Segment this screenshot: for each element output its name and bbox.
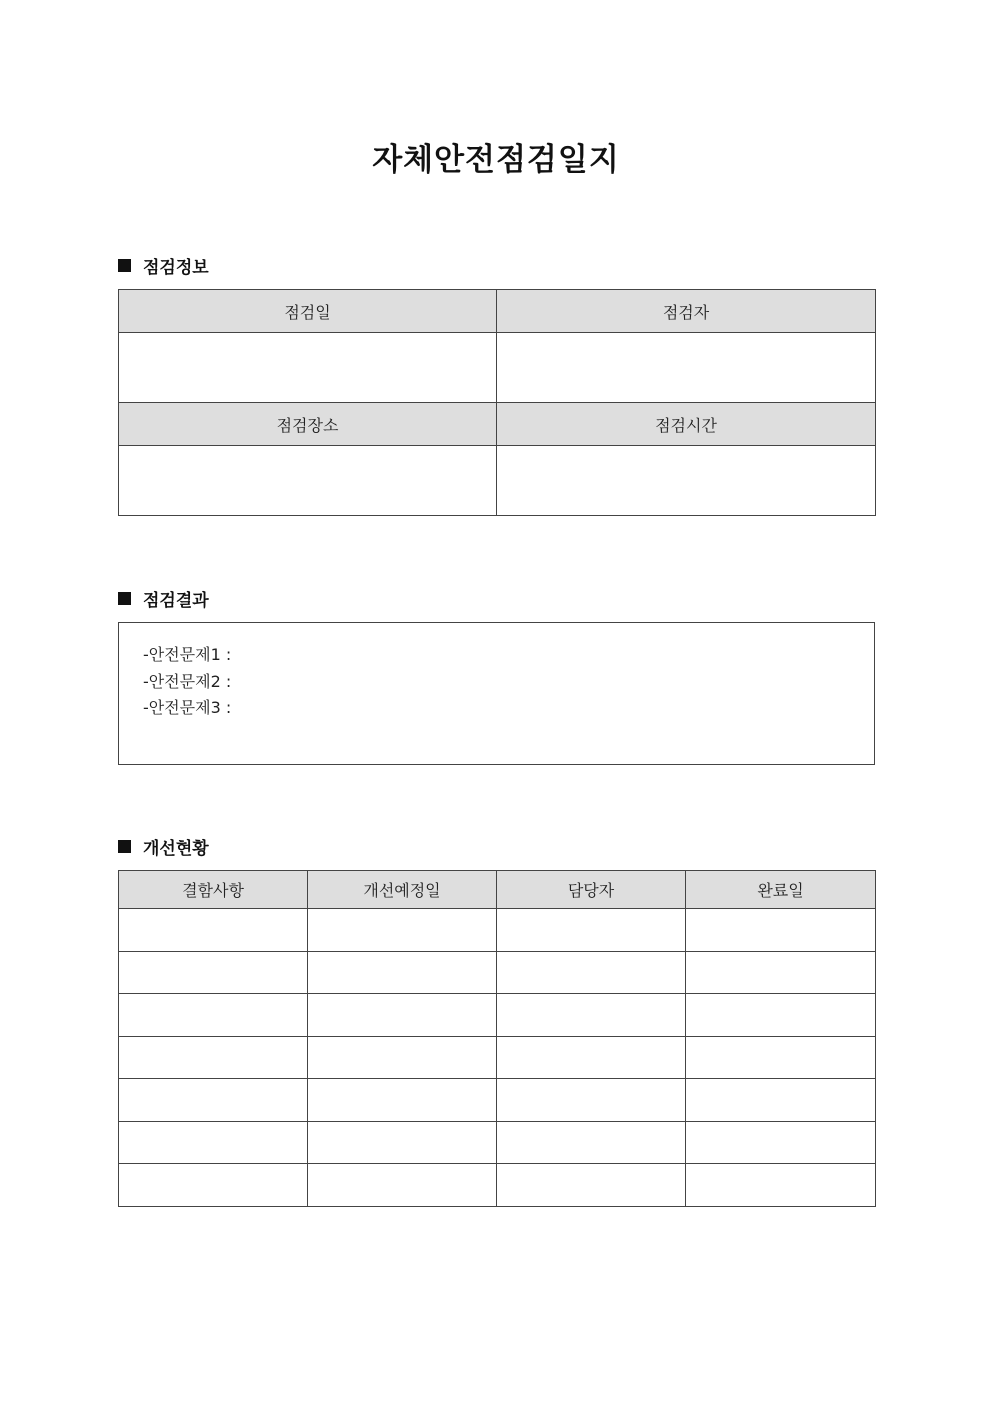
- inspection-info-heading-label: 점검정보: [143, 257, 209, 278]
- inspection-time-field[interactable]: [497, 446, 876, 516]
- defect-cell[interactable]: [119, 994, 308, 1037]
- person-in-charge-cell[interactable]: [497, 909, 686, 952]
- table-row: [119, 1164, 876, 1207]
- table-row: [119, 994, 876, 1037]
- table-row: [119, 1079, 876, 1122]
- inspection-date-field[interactable]: [119, 333, 497, 403]
- planned-date-cell[interactable]: [308, 909, 497, 952]
- improvement-status-table: [118, 870, 876, 1207]
- completion-date-cell[interactable]: [686, 1036, 876, 1079]
- planned-date-cell[interactable]: [308, 1121, 497, 1164]
- safety-issue-list: [119, 623, 874, 722]
- defect-cell[interactable]: [119, 1121, 308, 1164]
- person-in-charge-cell[interactable]: [497, 951, 686, 994]
- info-header-row: [119, 290, 876, 333]
- person-in-charge-cell[interactable]: [497, 1036, 686, 1079]
- table-row: [119, 951, 876, 994]
- planned-date-cell[interactable]: [308, 1036, 497, 1079]
- inspection-info-table: [118, 289, 876, 516]
- inspection-date-label: 점검일: [119, 290, 497, 333]
- column-header-person-in-charge: 담당자: [497, 871, 686, 909]
- completion-date-cell[interactable]: [686, 1164, 876, 1207]
- defect-cell[interactable]: [119, 909, 308, 952]
- safety-issue-item: -안전문제2 :: [143, 671, 232, 691]
- defect-cell[interactable]: [119, 951, 308, 994]
- inspector-label: 점검자: [497, 290, 876, 333]
- completion-date-cell[interactable]: [686, 1121, 876, 1164]
- inspection-results-box[interactable]: [118, 622, 875, 765]
- person-in-charge-cell[interactable]: [497, 1079, 686, 1122]
- defect-cell[interactable]: [119, 1079, 308, 1122]
- safety-issue-item: -안전문제1 :: [143, 645, 232, 664]
- planned-date-cell[interactable]: [308, 951, 497, 994]
- inspector-field[interactable]: [497, 333, 876, 403]
- inspection-place-label: 점검장소: [119, 403, 497, 446]
- defect-cell[interactable]: [119, 1164, 308, 1207]
- inspection-results-heading-label: 점검결과: [143, 590, 209, 611]
- inspection-place-field[interactable]: [119, 446, 497, 516]
- planned-date-cell[interactable]: [308, 1079, 497, 1122]
- planned-date-cell[interactable]: [308, 994, 497, 1037]
- improvement-status-heading: [118, 833, 209, 859]
- improvement-header-row: [119, 871, 876, 909]
- defect-cell[interactable]: [119, 1036, 308, 1079]
- table-row: [119, 909, 876, 952]
- completion-date-cell[interactable]: [686, 951, 876, 994]
- improvement-status-heading-label: 개선현황: [143, 838, 209, 859]
- info-value-row: [119, 446, 876, 516]
- person-in-charge-cell[interactable]: [497, 1121, 686, 1164]
- person-in-charge-cell[interactable]: [497, 1164, 686, 1207]
- inspection-time-label: 점검시간: [497, 403, 876, 446]
- planned-date-cell[interactable]: [308, 1164, 497, 1207]
- inspection-results-heading: [118, 585, 209, 611]
- document-title: 자체안전점검일지: [372, 142, 620, 178]
- table-row: [119, 1121, 876, 1164]
- table-row: [119, 1036, 876, 1079]
- completion-date-cell[interactable]: [686, 909, 876, 952]
- info-value-row: [119, 333, 876, 403]
- completion-date-cell[interactable]: [686, 1079, 876, 1122]
- column-header-defect: 결함사항: [119, 871, 308, 909]
- square-bullet-icon: [118, 840, 131, 853]
- column-header-completion-date: 완료일: [686, 871, 876, 909]
- info-header-row: [119, 403, 876, 446]
- square-bullet-icon: [118, 592, 131, 605]
- inspection-info-heading: [118, 252, 209, 278]
- completion-date-cell[interactable]: [686, 994, 876, 1037]
- person-in-charge-cell[interactable]: [497, 994, 686, 1037]
- square-bullet-icon: [118, 259, 131, 272]
- column-header-planned-date: 개선예정일: [308, 871, 497, 909]
- safety-issue-item: -안전문제3 :: [143, 698, 232, 717]
